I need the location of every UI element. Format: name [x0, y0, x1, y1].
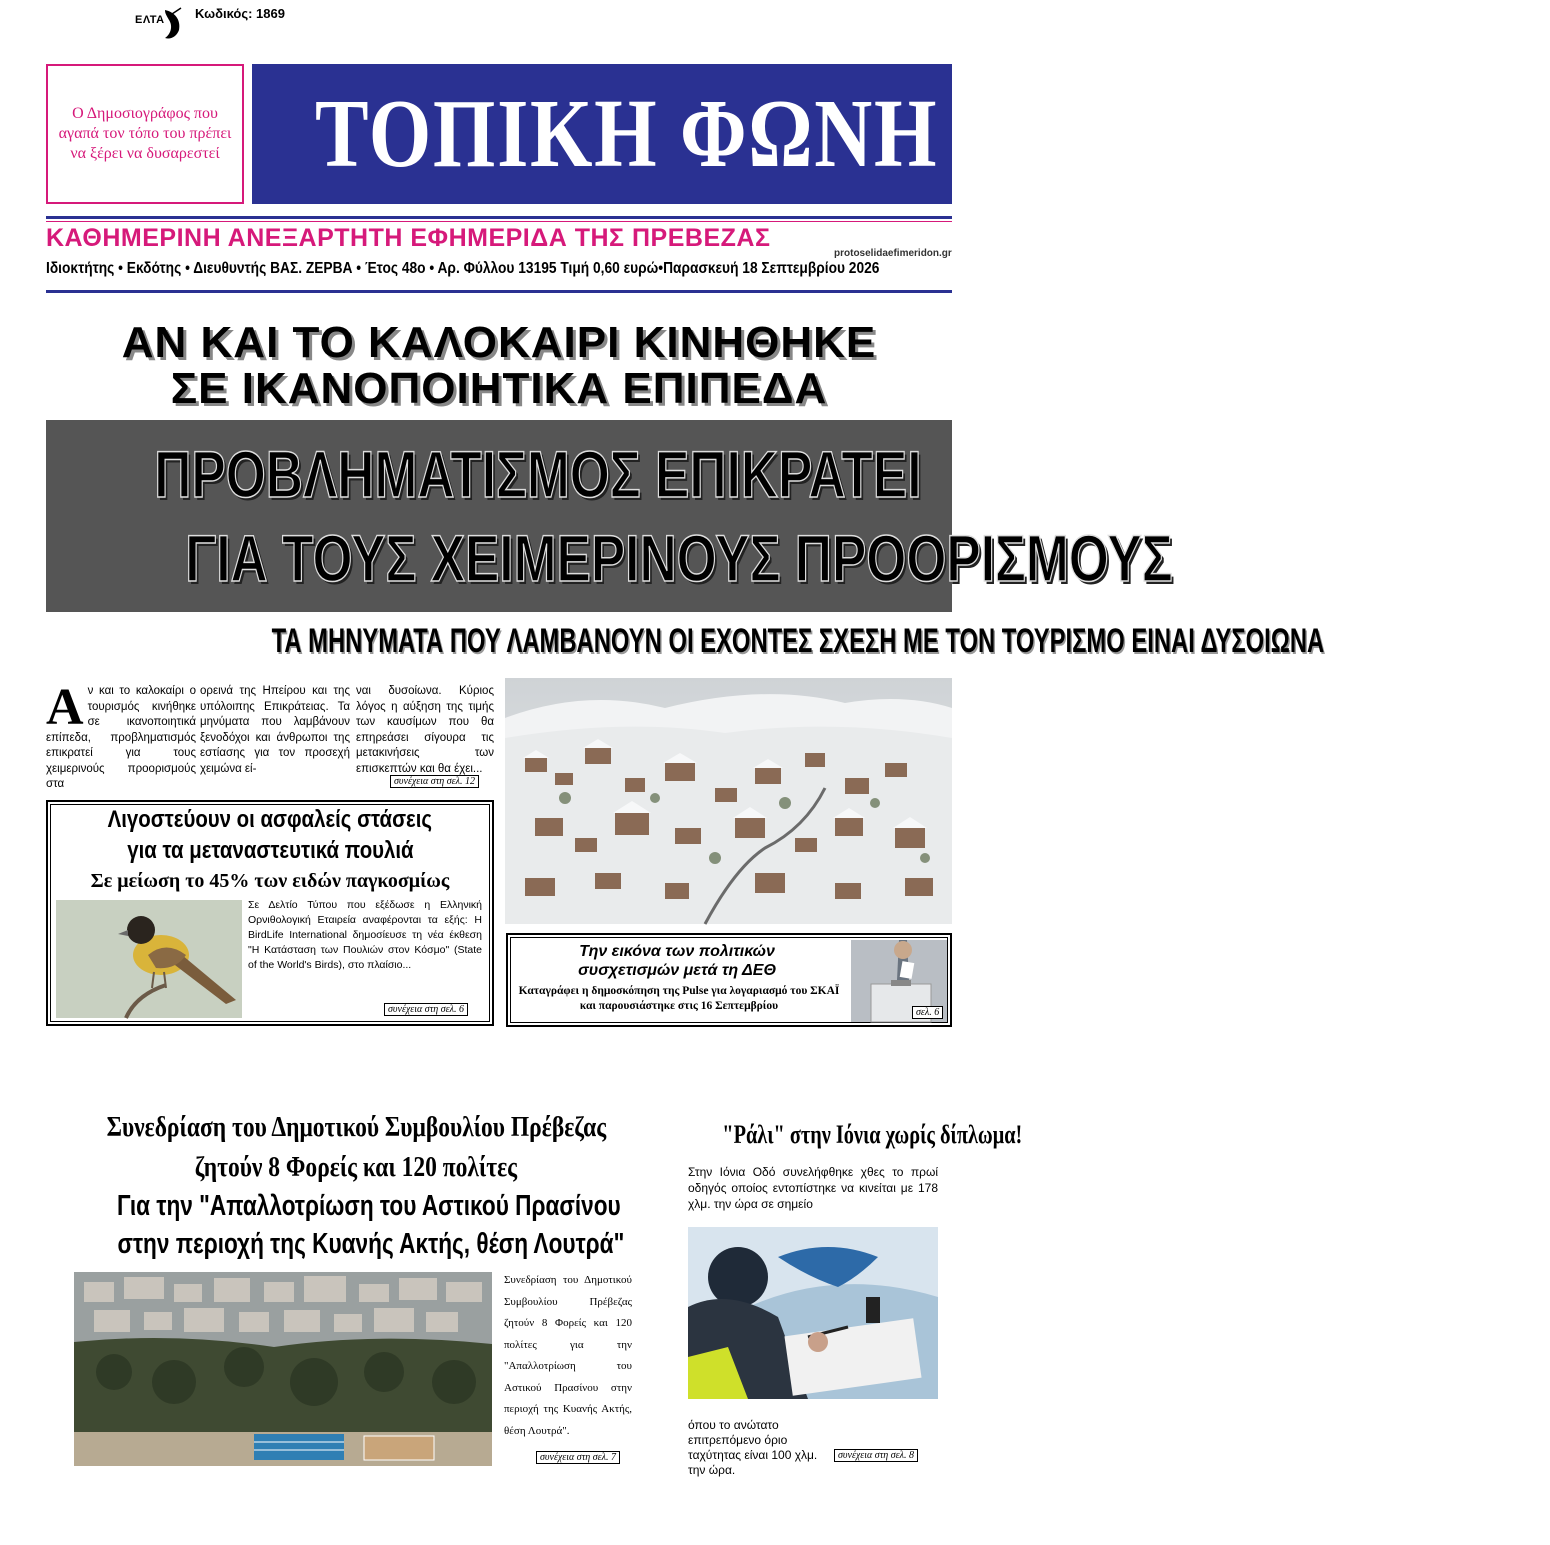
birds-title-line2-text: για τα μεταναστευτικά πουλιά — [126, 837, 414, 864]
lead-subhead-text: ΤΑ ΜΗΝΥΜΑΤΑ ΠΟΥ ΛΑΜΒΑΝΟΥΝ ΟΙ ΕΧΟΝΤΕΣ ΣΧΕΣΗ ΜΕ ΤΟΝ ΤΟΥΡΙΣΜΟ ΕΙΝΑΙ ΔΥΣΟΙΩΝΑ — [271, 622, 1325, 660]
lead-banner-line2-text: ΓΙΑ ΤΟΥΣ ΧΕΙΜΕΡΙΝΟΥΣ ΠΡΟΟΡΙΣΜΟΥΣ — [185, 521, 1173, 595]
lead-column-1 — [46, 679, 196, 793]
rally-continued-link[interactable]: συνέχεια στη σελ. 8 — [834, 1449, 918, 1462]
bird-photo — [56, 900, 242, 1018]
birds-article-text: Σε Δελτίο Τύπου που εξέδωσε η Ελληνική Ορνιθολογική Εταιρεία αναφέρονται τα εξής: Η BirdLife International δημοσίευσε τη νέα έκθεση "Η Κατάσταση των Πουλιών στον Κόσμο" (State of the World's Birds), στο πλαίσιο... — [248, 899, 482, 971]
council-title-line4 — [46, 1228, 666, 1261]
slogan-box — [46, 64, 244, 204]
council-title-line3-text: Για την "Απαλλοτρίωση του Αστικού Πρασίνου — [117, 1190, 621, 1222]
rally-article-text: Στην Ιόνια Οδό συνελήφθηκε χθες το πρωί οδηγός οποίος εντοπίστηκε να κινείται με 178 χλμ. την ώρα σε σημείο — [688, 1165, 938, 1211]
rally-title — [680, 1120, 1023, 1150]
publisher-info-text: Ιδιοκτήτης • Εκδότης • Διευθυντής ΒΑΣ. ΖΕΡΒΑ • Έτος 48ο • Αρ. Φύλλου 13195 Τιμή 0,60 ευρώ•Παρασκευή 18 Σεπτεμβρίου 2026 — [46, 260, 880, 277]
lead-column-3: ναι δυσοίωνα. Κύριος λόγος η αύξηση της τιμής των καυσίμων που θα επηρεάσει σίγουρα τις μετακινήσεις των επισκεπτών και θα έχει... — [356, 685, 494, 775]
lead-column-2: ορεινά της Ηπείρου και της υπόλοιπης Επικράτειας. Τα μηνύματα που λαμβάνουν ξενοδόχοι και άνθρωποι της εστίασης για τον προσεχή χειμώνα εί- — [200, 685, 350, 775]
police-officer-photo — [688, 1227, 938, 1399]
publisher-info — [46, 260, 952, 286]
council-title-line1 — [46, 1112, 666, 1144]
birds-title-line1-text: Λιγοστεύουν οι ασφαλείς στάσεις — [107, 806, 433, 833]
lead-banner-line2 — [46, 520, 1173, 596]
council-title-line3 — [46, 1190, 666, 1223]
masthead-title-box — [252, 64, 952, 204]
lead-subhead — [46, 622, 1325, 661]
elta-logo — [135, 6, 183, 42]
masthead-title: ΤΟΠΙΚΗ ΦΩΝΗ — [315, 80, 939, 188]
council-title-line4-text: στην περιοχή της Κυανής Ακτής, θέση Λουτρά" — [117, 1228, 625, 1260]
slogan-text: Ο Δημοσιογράφος που αγαπά τον τόπο του πρέπει να ξέρει να δυσαρεστεί — [58, 105, 232, 162]
lead-banner — [46, 420, 1173, 612]
council-title-line1-text: Συνεδρίαση του Δημοτικού Συμβουλίου Πρέβεζας — [106, 1112, 606, 1143]
council-title-line2-text: ζητούν 8 Φορείς και 120 πολίτες — [194, 1152, 518, 1183]
polls-title-line2: συσχετισμών μετά τη ΔΕΘ — [578, 962, 776, 979]
rally-article-text-2: όπου το ανώτατο επιτρεπόμενο όριο ταχύτητας είναι 100 χλμ. την ώρα. — [688, 1418, 818, 1477]
council-title-line2 — [46, 1152, 666, 1184]
lead-headline-line2: ΣΕ ΙΚΑΝΟΠΟΙΗΤΙΚΑ ΕΠΙΠΕΔΑ — [170, 364, 828, 413]
lead-continued-link[interactable]: συνέχεια στη σελ. 12 — [390, 775, 479, 788]
birds-subtitle: Σε μείωση το 45% των ειδών παγκοσμίως — [90, 870, 450, 892]
snow-village-photo — [505, 678, 952, 924]
lead-banner-line1-text: ΠΡΟΒΛΗΜΑΤΙΣΜΟΣ ΕΠΙΚΡΑΤΕΙ — [154, 437, 922, 511]
code-number: Κωδικός: 1869 — [195, 6, 285, 21]
elta-logo-text: ΕΛΤΑ — [135, 14, 165, 26]
lead-headline-line1: ΑΝ ΚΑΙ ΤΟ ΚΑΛΟΚΑΙΡΙ ΚΙΝΗΘΗΚΕ — [121, 318, 877, 367]
tagline: ΚΑΘΗΜΕΡΙΝΗ ΑΝΕΞΑΡΤΗΤΗ ΕΦΗΜΕΡΙΔΑ ΤΗΣ ΠΡΕΒΕΖΑΣ — [46, 224, 771, 252]
rally-title-text: "Ράλι" στην Ιόνια χωρίς δίπλωμα! — [722, 1120, 1023, 1149]
council-article-text: Συνεδρίαση του Δημοτικού Συμβουλίου Πρέβεζας ζητούν 8 Φορείς και 120 πολίτες για την "Απαλλοτρίωση του Αστικού Πρασίνου στην περιοχή της Κυανής Ακτής, θέση Λουτρά". — [504, 1274, 632, 1437]
masthead-rule-pink — [46, 221, 952, 222]
info-rule — [46, 290, 952, 293]
polls-text: Καταγράφει η δημοσκόπηση της Pulse για λογαριασμό του ΣΚΑΪ και παρουσιάστηκε στις 16 Σεπτεμβρίου — [518, 985, 840, 1012]
council-continued-link[interactable]: συνέχεια στη σελ. 7 — [536, 1451, 620, 1464]
lead-column-1-text: ν και το καλοκαίρι ο τουρισμός κινήθηκε σε ικανοποιητικά επίπεδα, προβληματισμός επικρατεί για τους χειμερινούς προορισμούς στα — [46, 685, 196, 790]
polls-continued-link[interactable]: σελ. 6 — [912, 1006, 943, 1019]
birds-continued-link[interactable]: συνέχεια στη σελ. 6 — [384, 1003, 468, 1016]
lead-dropcap: Α — [46, 679, 84, 736]
watermark: protoselidaefimeridon.gr — [834, 248, 952, 259]
polls-title-line1: Την εικόνα των πολιτικών — [579, 943, 775, 960]
birds-title-line1 — [50, 806, 490, 834]
birds-title-line2 — [50, 837, 490, 865]
lead-banner-line1 — [46, 436, 952, 512]
aerial-town-photo — [74, 1272, 492, 1466]
masthead-rule — [46, 216, 952, 219]
